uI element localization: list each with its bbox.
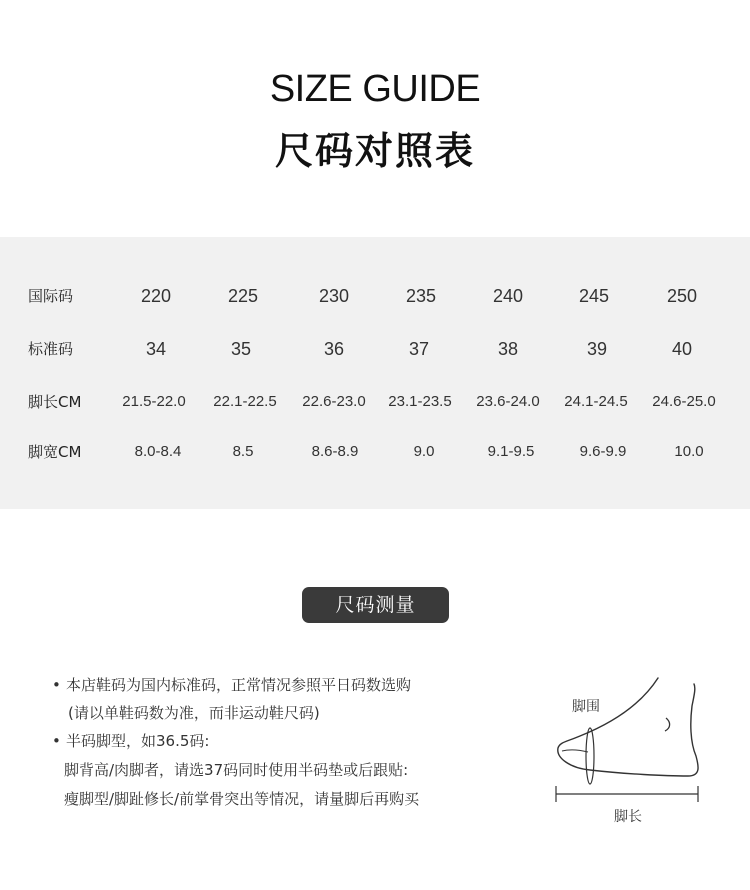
toe-line (562, 750, 588, 752)
table-cell: 37 (408, 339, 430, 359)
row-label: 国际码 (28, 287, 74, 305)
note-text: 本店鞋码为国内标准码，正常情况参照平日码数选购 (66, 676, 412, 694)
bullet: • (52, 732, 61, 750)
table-cell: 36 (323, 339, 345, 359)
table-cell: 24.1-24.5 (564, 393, 628, 410)
table-cell: 8.6-8.9 (311, 443, 359, 460)
table-cell: 9.0 (413, 443, 435, 460)
ankle-bone-mark (665, 718, 670, 731)
table-cell: 225 (227, 286, 259, 306)
table-cell: 23.1-23.5 (388, 393, 452, 410)
note-line (64, 788, 419, 810)
table-cell: 8.5 (232, 443, 254, 460)
table-cell: 250 (666, 286, 698, 306)
table-cell: 235 (405, 286, 437, 306)
bullet: • (52, 676, 61, 694)
note-text: 脚背高/肉脚者，请选37码同时使用半码垫或后跟贴: (64, 761, 409, 779)
table-cell: 9.6-9.9 (579, 443, 627, 460)
table-cell: 220 (140, 286, 172, 306)
note-line (68, 702, 320, 724)
table-cell: 22.6-23.0 (302, 393, 366, 410)
table-cell: 22.1-22.5 (213, 393, 277, 410)
row-label: 脚长CM (28, 393, 82, 411)
table-cell: 240 (492, 286, 524, 306)
title-en: SIZE GUIDE (269, 68, 481, 110)
measure-badge: 尺码测量 (302, 587, 449, 623)
table-cell: 38 (497, 339, 519, 359)
table-cell: 9.1-9.5 (487, 443, 535, 460)
table-cell: 39 (586, 339, 608, 359)
note-line (64, 759, 408, 781)
girth-label: 脚围 (572, 699, 600, 715)
table-cell: 24.6-25.0 (652, 393, 716, 410)
note-text: 半码脚型，如36.5码: (66, 732, 210, 750)
table-cell: 35 (230, 339, 252, 359)
foot-outline (558, 678, 698, 776)
row-label: 标准码 (28, 340, 74, 358)
table-row (0, 387, 750, 417)
note-text: (请以单鞋码数为准，而非运动鞋尺码) (68, 704, 320, 722)
length-label: 脚长 (614, 809, 642, 825)
size-table (0, 237, 750, 509)
table-cell: 230 (318, 286, 350, 306)
table-row (0, 281, 750, 311)
row-label: 脚宽CM (28, 443, 82, 461)
note-text: 瘦脚型/脚趾修长/前掌骨突出等情况，请量脚后再购买 (64, 790, 420, 808)
table-cell: 34 (145, 339, 167, 359)
table-row (0, 437, 750, 467)
table-cell: 10.0 (674, 443, 704, 460)
girth-ellipse (586, 728, 594, 784)
table-cell: 21.5-22.0 (122, 393, 186, 410)
table-cell: 8.0-8.4 (134, 443, 182, 460)
title-cn: 尺码对照表 (274, 128, 475, 173)
table-cell: 23.6-24.0 (476, 393, 540, 410)
table-cell: 245 (578, 286, 610, 306)
note-line (52, 730, 209, 752)
table-cell: 40 (671, 339, 693, 359)
table-row (0, 334, 750, 364)
note-line (52, 674, 411, 696)
